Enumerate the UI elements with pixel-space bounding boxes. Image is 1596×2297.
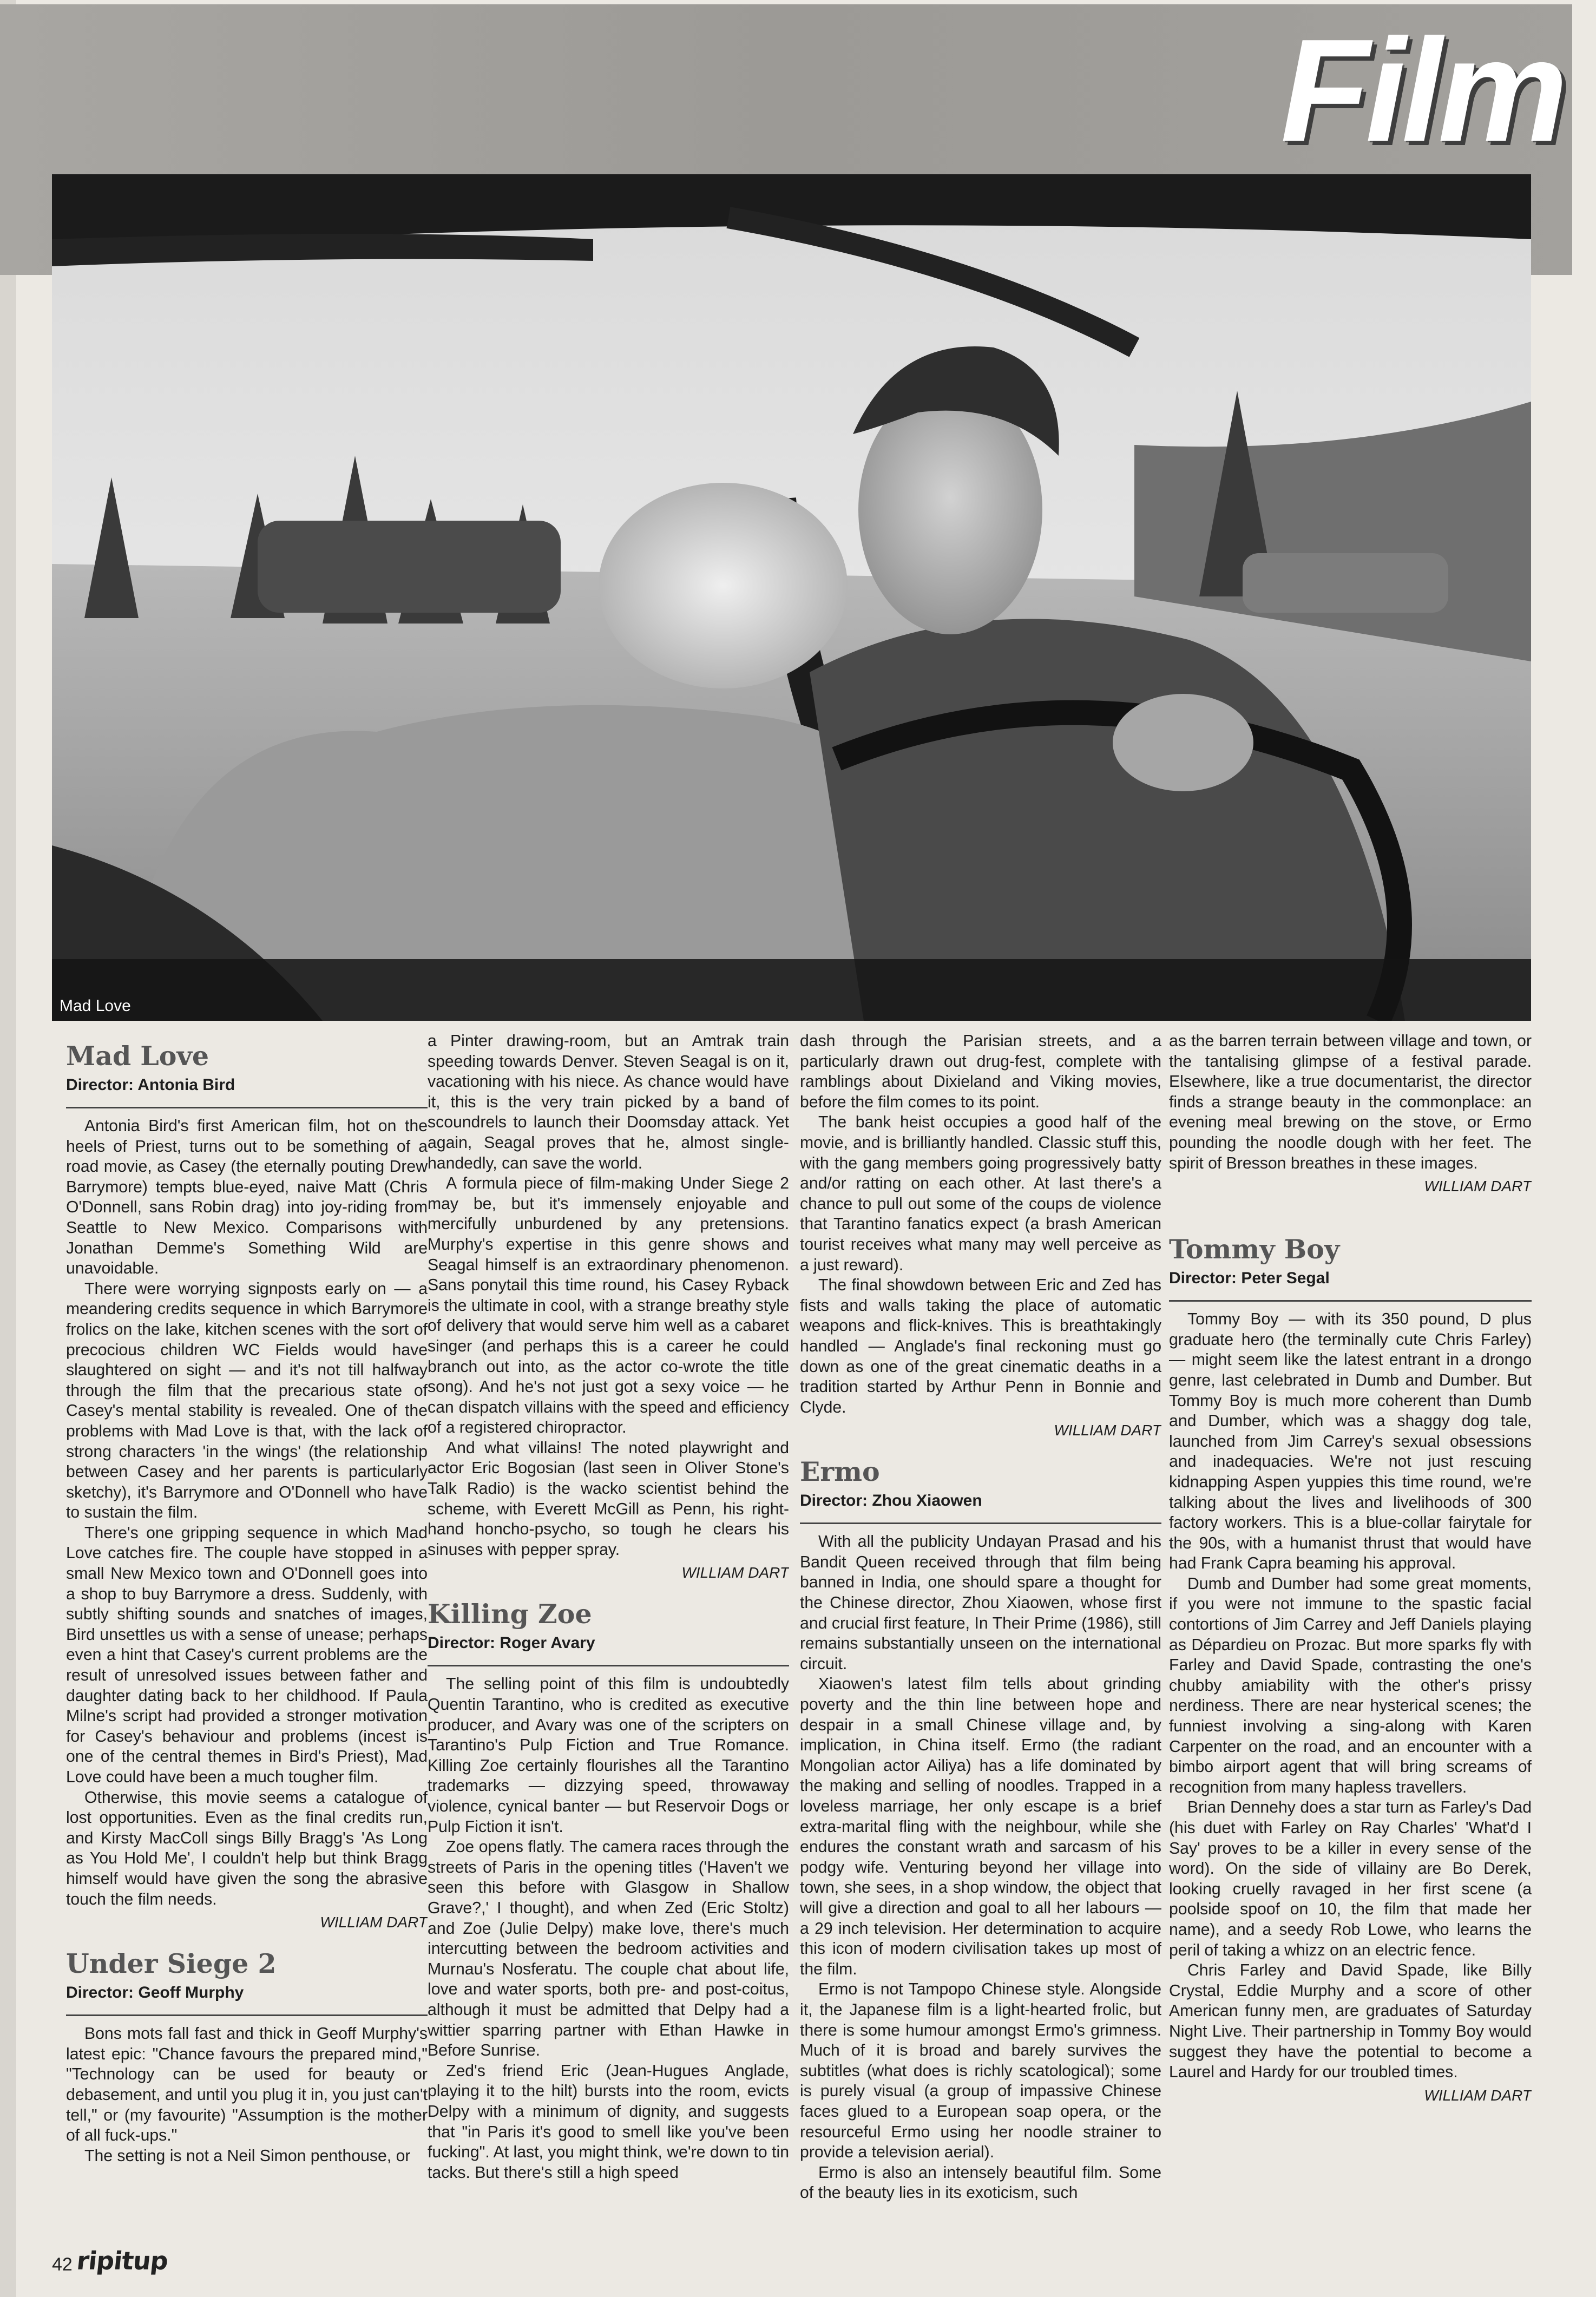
- article-paragraph: Zed's friend Eric (Jean-Hugues Anglade, playing it to the hilt) bursts into the room, evicts Delpy with a minimum of dignity, and suggests that "in Paris it's good to smell like you've been fucking". At last, you might think, we're down to tin tacks. But there's still a high speed: [428, 2062, 789, 2182]
- article-title-under-siege-2: Under Siege 2: [66, 1948, 277, 1980]
- photo-caption: Mad Love: [60, 997, 131, 1015]
- article-byline: WILLIAM DART: [1424, 1178, 1532, 1195]
- article-paragraph: a Pinter drawing-room, but an Amtrak train speeding towards Denver. Steven Seagal is on it, vacationing with his niece. As chance would have it, this is the very train picked by a band of scoundrels to launch their Doomsday attack. Yet again, Seagal proves that he, almost single-handedly, can save the world.: [428, 1032, 789, 1172]
- article-byline: WILLIAM DART: [320, 1914, 428, 1931]
- article-paragraph: There's one gripping sequence in which Mad Love catches fire. The couple have stopped in a small New Mexico town and O'Donnell goes into a shop to buy Barrymore a dress. Suddenly, with subtly shifting sounds and snatches of images, Bird unsettles us with a sense of unease; perhaps even a hint that Casey's current problems are the result of unresolved issues between father and daughter dating back to her childhood. If Paula Milne's script had provided a stronger motivation for Casey's behaviour and problems (incest is one of the central themes in Bird's Priest), Mad Love could have been a much tougher film.: [66, 1524, 428, 1786]
- article-paragraph: Bons mots fall fast and thick in Geoff Murphy's latest epic: "Chance favours the prepared mind," "Technology can be used for beauty or debasement, and until you plug it in, you just can't tell," or (my favourite) "Assumption is the mother of all fuck-ups.": [66, 2025, 428, 2145]
- page-number: 42: [52, 2254, 73, 2275]
- article-director-ermo: Director: Zhou Xiaowen: [800, 1489, 1161, 1524]
- article-paragraph: The setting is not a Neil Simon penthouse, or: [84, 2147, 411, 2165]
- magazine-logo: ripitup: [75, 2246, 169, 2275]
- column-4: [1169, 1031, 1532, 2227]
- article-byline: WILLIAM DART: [1424, 2086, 1532, 2104]
- column-1: [66, 1031, 428, 2227]
- column-3: [800, 1031, 1161, 2227]
- article-byline: WILLIAM DART: [1054, 1422, 1161, 1439]
- article-byline: WILLIAM DART: [681, 1564, 789, 1581]
- article-title-tommy-boy: Tommy Boy: [1169, 1233, 1340, 1265]
- article-paragraph: dash through the Parisian streets, and a particularly drawn out drug-fest, complete with ramblings about Dixieland and Viking movies, before the film comes to its point.: [800, 1032, 1161, 1111]
- article-paragraph: Xiaowen's latest film tells about grinding poverty and the thin line between hope and despair in a small Chinese village and, by implication, in China itself. Ermo (the radiant Mongolian actor Ailiya) has a life dominated by the making and selling of noodles. Trapped in a loveless marriage, her only escape is a brief extra-marital fling with the neighbour, while she endures the constant wrath and sarcasm of his podgy wife. Venturing beyond her village into town, she sees, in a shop window, the object that will give a direction and goal to all her labours — a 29 inch television. Her determination to acquire this icon of modern civilisation takes up most of the film.: [800, 1675, 1161, 1978]
- section-spacer: [1169, 1210, 1532, 1224]
- article-title-killing-zoe: Killing Zoe: [428, 1598, 592, 1630]
- article-title-ermo: Ermo: [800, 1456, 880, 1488]
- article-director-killing-zoe: Director: Roger Avary: [428, 1631, 789, 1666]
- article-paragraph: Antonia Bird's first American film, hot on the heels of Priest, turns out to be something of a road movie, as Casey (the eternally pouting Drew Barrymore) tempts blue-eyed, naive Matt (Chris O'Donnell, sans Robin drag) into joy-riding from Seattle to New Mexico. Comparisons with Jonathan Demme's Something Wild are unavoidable.: [66, 1117, 428, 1278]
- article-paragraph: Tommy Boy — with its 350 pound, D plus graduate hero (the terminally cute Chris Farley) — might seem like the latest entrant in a drongo genre, last celebrated in Dumb and Dumber. But Tommy Boy is much more coherent than Dumb and Dumber, which was a shaggy dog tale, launched from Jim Carrey's sexual obsessions and inadequacies. We're not just rescuing kidnapping Aspen yuppies this time round, we're talking about the lives and livelihoods of 300 factory workers. This is a blue-collar fairytale for the 90s, with a humanist thrust that would have had Frank Capra beaming his approval.: [1169, 1310, 1532, 1573]
- article-paragraph: A formula piece of film-making Under Siege 2 may be, but it's immensely enjoyable and mercifully unburdened by any pretensions. Murphy's expertise in this genre shows and Seagal himself is an extraordinary phenomenon. Sans ponytail this time round, his Casey Ryback is the ultimate in cool, with a strange breathy style of delivery that would serve him well as a cabaret singer (and perhaps this is a career he could branch out into, as the actor co-wrote the title song). And he's not just got a sexy voice — he can dispatch villains with the speed and efficiency of a registered chiropractor.: [428, 1174, 789, 1437]
- article-paragraph: Otherwise, this movie seems a catalogue of lost opportunities. Even as the final credits run, and Kirsty MacColl sings Billy Bragg's 'As Long as You Hold Me', I couldn't help but think Bragg himself would have given the song the abrasive touch the film needs.: [66, 1788, 428, 1908]
- article-paragraph: Brian Dennehy does a star turn as Farley's Dad (his duet with Farley on Ray Charles' 'What'd I Say' proves to be a killer in every sense of the word). On the side of villainy are Bo Derek, looking cruelly ravaged in her first scene (a poolside spoof on 10, the film that made her name), and a seedy Rob Lowe, who learns the peril of taking a whizz on an electric fence.: [1169, 1799, 1532, 1959]
- article-paragraph: Chris Farley and David Spade, like Billy Crystal, Eddie Murphy and a score of other American funny men, are graduates of Saturday Night Live. Their partnership in Tommy Boy would suggest they have the potential to become a Laurel and Hardy for our troubled times.: [1169, 1961, 1532, 2082]
- film-still-image: [52, 174, 1531, 1021]
- article-paragraph: Zoe opens flatly. The camera races through the streets of Paris in the opening titles ('Haven't we seen this before with Glasgow in Shallow Grave?,' I thought), and when Zed (Eric Stoltz) and Zoe (Julie Delpy) make love, there's much intercutting between the bedroom activities and Murnau's Nosferatu. The couple chat about life, love and water sports, both pre- and post-coitus, although it must be admitted that Delpy had a wittier sparring partner with Ethan Hawke in Before Sunrise.: [428, 1838, 789, 2060]
- article-paragraph: There were worrying signposts early on — a meandering credits sequence in which Barrymore frolics on the lake, kitchen scenes with the sort of precocious children WC Fields would have slaughtered on sight — and it's not till halfway through the film that the precarious state of Casey's mental stability is revealed. One of the problems with Mad Love is that, with the lack of strong characters 'in the wings' (the relationship between Casey and her parents is particularly sketchy), it's Barrymore and O'Donnell who have to sustain the film.: [66, 1279, 428, 1522]
- film-still-photo: [52, 174, 1531, 1021]
- article-paragraph: The bank heist occupies a good half of the movie, and is brilliantly handled. Classic stuff this, with the gang members going progressively batty and/or ratting on each other. At last there's a chance to pull out some of the coups de violence that Tarantino fanatics expect (a brash American tourist receives what many may well perceive as a just reward).: [800, 1113, 1161, 1274]
- article-paragraph: as the barren terrain between village and town, or the tantalising glimpse of a festival parade. Elsewhere, like a true documentarist, the director finds a strange beauty in the commonplace: an evening meal brewing on the stove, or Ermo pounding the noodle dough with her feet. The spirit of Bresson breathes in these images.: [1169, 1032, 1532, 1172]
- article-paragraph: And what villains! The noted playwright and actor Eric Bogosian (last seen in Oliver Stone's Talk Radio) is the wacko scientist behind the scheme, with Everett McGill as Penn, his right-hand honcho-psycho, so tough he clears his sinuses with pepper spray.: [428, 1439, 789, 1559]
- article-director-tommy-boy: Director: Peter Segal: [1169, 1266, 1532, 1302]
- article-paragraph: With all the publicity Undayan Prasad and his Bandit Queen received through that film being banned in India, one should spare a thought for the Chinese director, Zhou Xiaowen, whose first and crucial first feature, In Their Prime (1986), still remains substantially unseen on the international circuit.: [800, 1533, 1161, 1673]
- section-title: Film: [1280, 9, 1564, 172]
- article-paragraph: Dumb and Dumber had some great moments, if you were not immune to the spastic facial contortions of Jim Carrey and Jeff Daniels playing as Dépardieu on Prozac. But more sparks fly with Farley and David Spade, contrasting the one's chubby amiability with the other's prissy nerdiness. There are near hysterical scenes; the funniest involving a sing-along with Karen Carpenter on the road, and an encounter with a bimbo airport agent that will bring screams of recognition from many hapless travellers.: [1169, 1574, 1532, 1796]
- article-paragraph: The final showdown between Eric and Zed has fists and walls taking the place of automatic weapons and flick-knives. This is breathtakingly handled — Anglade's final reckoning must go down as one of the great cinematic deaths in a tradition started by Arthur Penn in Bonnie and Clyde.: [800, 1276, 1161, 1416]
- article-paragraph: Ermo is also an intensely beautiful film. Some of the beauty lies in its exoticism, such: [800, 2163, 1161, 2202]
- column-2: [428, 1031, 789, 2227]
- page-edge: [0, 0, 16, 2297]
- article-paragraph: Ermo is not Tampopo Chinese style. Alongside it, the Japanese film is a light-hearted frolic, but there is some humour amongst Ermo's grimness. Much of it is broad and barely survives the subtitles (what does is richly scatological); some is purely visual (a group of impassive Chinese faces glued to a European soap opera, or the resourceful Ermo using her noodle strainer to provide a television aerial).: [800, 1980, 1161, 2162]
- article-title-mad-love: Mad Love: [66, 1040, 209, 1072]
- article-paragraph: The selling point of this film is undoubtedly Quentin Tarantino, who is credited as executive producer, and Avary was one of the scripters on Tarantino's Pulp Fiction and True Romance. Killing Zoe certainly flourishes all the Tarantino trademarks — dizzying speed, throwaway violence, cynical banter — but Reservoir Dogs or Pulp Fiction it isn't.: [428, 1675, 789, 1836]
- article-director-mad-love: Director: Antonia Bird: [66, 1073, 428, 1108]
- article-director-under-siege-2: Director: Geoff Murphy: [66, 1981, 428, 2016]
- page-folio: [52, 2246, 168, 2275]
